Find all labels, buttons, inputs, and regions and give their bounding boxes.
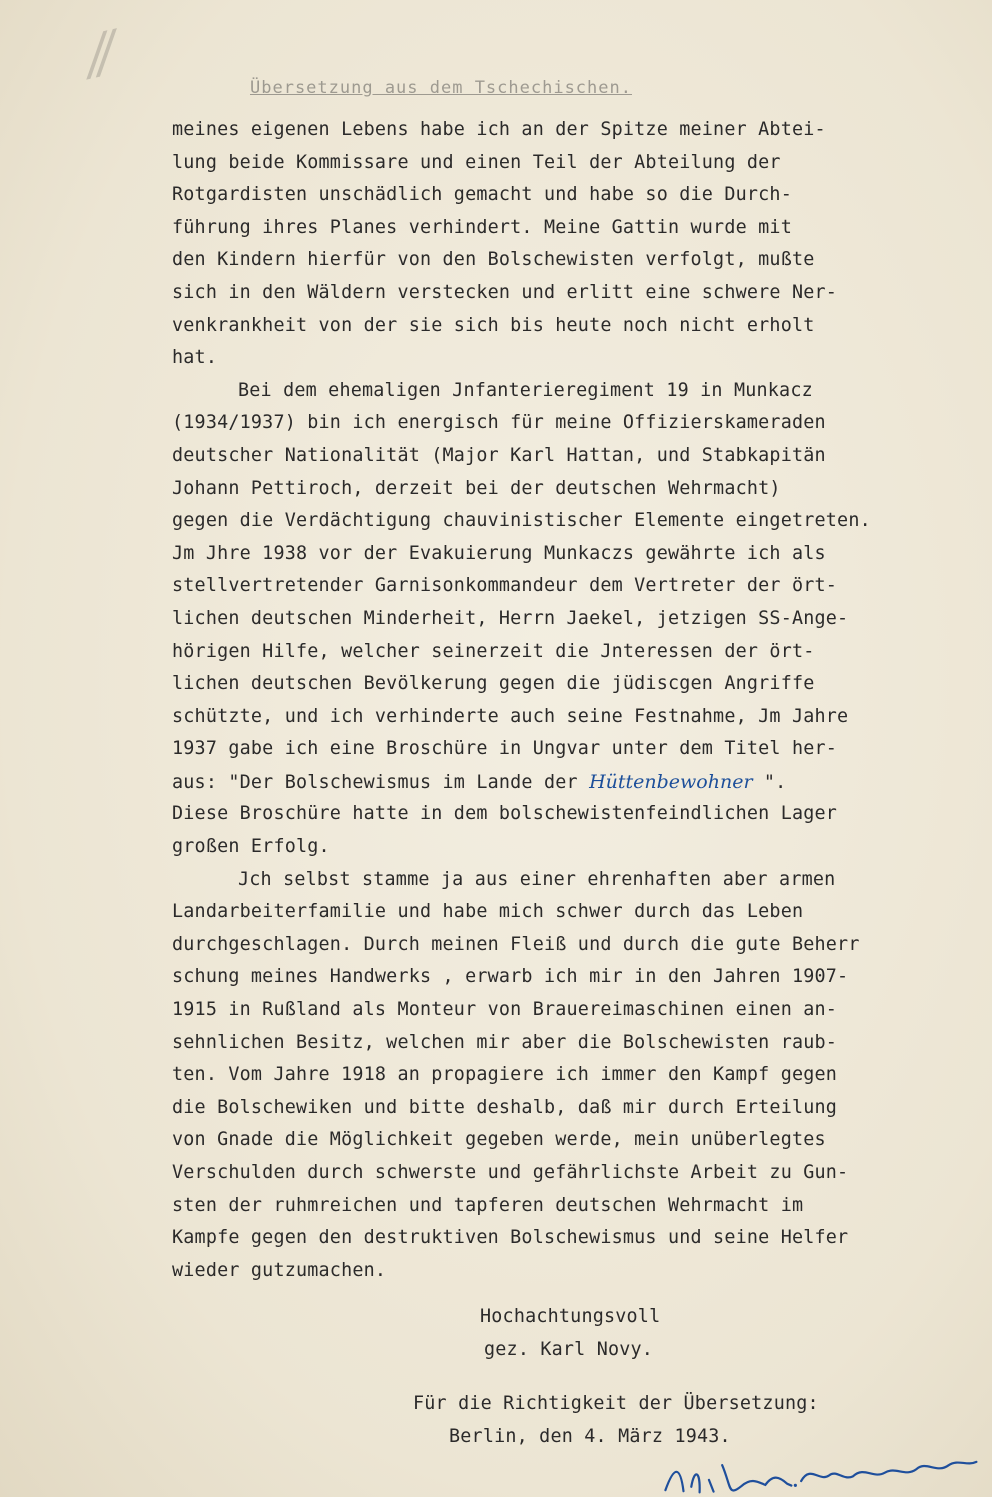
faint-pencil-mark: ⁄⁄ [85, 19, 119, 91]
text-line: stellvertretender Garnisonkommandeur dem Vertreter der ört- [172, 575, 838, 597]
text-line: schung meines Handwerks , erwarb ich mir in den Jahren 1907- [172, 966, 849, 988]
attestation-date: Berlin, den 4. März 1943. [449, 1426, 731, 1447]
text-line: Jch selbst stamme ja aus einer ehrenhaften aber armen [238, 868, 836, 890]
text-line: Diese Broschüre hatte in dem bolschewistenfeindlichen Lager [172, 803, 838, 825]
text-line: 1937 gabe ich eine Broschüre in Ungvar unter dem Titel her- [172, 738, 838, 760]
text-line: meines eigenen Lebens habe ich an der Spitze meiner Abtei- [172, 119, 826, 140]
translation-attestation [413, 1387, 973, 1453]
brochure-title-line [172, 766, 982, 799]
text-line: Jm Jhre 1938 vor der Evakuierung Munkaczs gewährte ich als [172, 542, 826, 564]
signature-ink [660, 1444, 982, 1497]
closing-salutation: Hochachtungsvoll [480, 1306, 661, 1327]
text-line: lichen deutschen Minderheit, Herrn Jaekel, jetzigen SS-Ange- [172, 607, 849, 629]
text-line: die Bolschewiken und bitte deshalb, daß mir durch Erteilung [172, 1096, 838, 1118]
brochure-suffix: ". [752, 771, 787, 793]
text-line: Kampfe gegen den destruktiven Bolschewismus und seine Helfer [172, 1227, 849, 1249]
signature-scribble [660, 1444, 982, 1497]
text-line: schützte, und ich verhinderte auch seine Festnahme, Jm Jahre [172, 705, 849, 727]
text-line: Landarbeiterfamilie und habe mich schwer durch das Leben [172, 901, 804, 923]
text-line: sten der ruhmreichen und tapferen deutschen Wehrmacht im [172, 1194, 804, 1216]
handwritten-signature [655, 1448, 985, 1497]
text-line: sich in den Wäldern verstecken und erlitt eine schwere Ner- [172, 281, 838, 303]
text-line: (1934/1937) bin ich energisch für meine Offizierskameraden [172, 412, 826, 434]
text-line: hat. [172, 347, 218, 369]
text-line: 1915 in Rußland als Monteur von Brauereimaschinen einen an- [172, 999, 838, 1021]
text-line: führung ihres Planes verhindert. Meine Gattin wurde mit [172, 216, 792, 238]
text-line: ten. Vom Jahre 1918 an propagiere ich immer den Kampf gegen [172, 1064, 838, 1086]
letter-body [172, 114, 982, 1287]
text-line: den Kindern hierfür von den Bolschewisten verfolgt, mußte [172, 249, 815, 271]
text-line: lung beide Kommissare und einen Teil der Abteilung der [172, 151, 781, 173]
handwritten-insertion: Hüttenbewohner [589, 770, 753, 793]
text-line: Johann Pettiroch, derzeit bei der deutschen Wehrmacht) [172, 477, 781, 499]
text-line: lichen deutschen Bevölkerung gegen die jüdiscgen Angriffe [172, 673, 815, 695]
text-line: gegen die Verdächtigung chauvinistischer Elemente eingetreten. [172, 510, 871, 532]
text-line: großen Erfolg. [172, 836, 330, 858]
faint-header: Übersetzung aus dem Tschechischen. [250, 78, 632, 98]
text-line: hörigen Hilfe, welcher seinerzeit die Jnteressen der ört- [172, 640, 815, 662]
text-line: durchgeschlagen. Durch meinen Fleiß und durch die gute Beherr [172, 933, 860, 955]
brochure-prefix: aus: "Der Bolschewismus im Lande der [172, 771, 590, 793]
closing-signed: gez. Karl Novy. [484, 1339, 654, 1360]
attestation-line: Für die Richtigkeit der Übersetzung: [413, 1393, 819, 1414]
text-line: wieder gutzumachen. [172, 1259, 387, 1281]
closing-block [480, 1300, 960, 1366]
text-line: deutscher Nationalität (Major Karl Hattan, und Stabkapitän [172, 444, 826, 466]
text-line: sehnlichen Besitz, welchen mir aber die Bolschewisten raub- [172, 1031, 838, 1053]
text-line: Rotgardisten unschädlich gemacht und habe so die Durch- [172, 184, 792, 206]
text-line: von Gnade die Möglichkeit gegeben werde, mein unüberlegtes [172, 1129, 826, 1151]
text-line: Verschulden durch schwerste und gefährlichste Arbeit zu Gun- [172, 1162, 849, 1183]
text-line: Bei dem ehemaligen Jnfanterieregiment 19 in Munkacz [238, 379, 813, 401]
text-line: venkrankheit von der sie sich bis heute noch nicht erholt [172, 314, 815, 336]
